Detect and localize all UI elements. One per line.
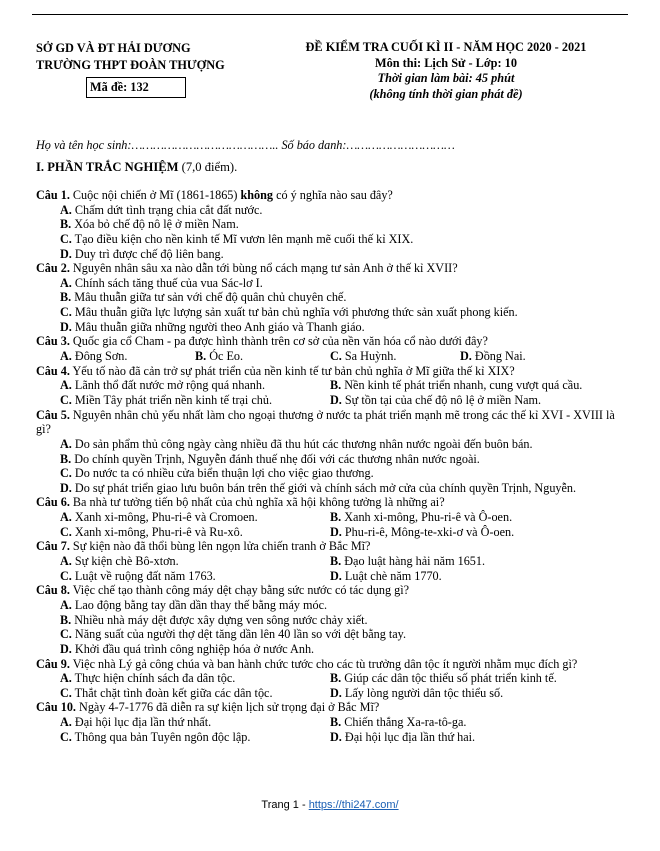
answer-row [36,378,632,393]
answer-option [330,730,600,745]
question-stem [36,261,632,276]
answer-option [60,715,330,730]
section-points: (7,0 điểm). [178,160,238,174]
answer-text: Chấm dứt tình trạng chia cắt đất nước. [71,202,263,217]
answer-text: Mâu thuẫn giữa tư sản với chế độ quân chủ chuyên chế. [71,290,347,305]
question-text: Nguyên nhân chủ yếu nhất làm cho ngoại thương ở nước ta phát triển mạnh mẽ trong các thế kỉ XVI - XVIII là gì? [36,407,615,437]
answer-text: Đạo luật hàng hải năm 1651. [341,554,486,569]
answer-text: Xanh xi-mông, Phu-ri-ê và Ô-oen. [341,510,513,525]
exam-subject: Môn thi: Lịch Sử - Lớp: 10 [375,55,517,70]
answer-letter: D. [330,392,342,407]
answer-option [60,569,330,584]
answer-row [36,569,632,584]
answer-letter: C. [330,349,342,364]
answer-option [60,730,330,745]
answer-letter: C. [60,392,72,407]
answer-letter: C. [60,568,72,583]
answer-letter: C. [60,729,72,744]
answer-letter: D. [330,524,342,539]
question-stem [36,408,632,437]
answer-option [36,217,632,232]
answer-option [36,232,632,247]
answer-row [36,393,632,408]
answer-letter: A. [60,715,72,730]
footer-link[interactable]: https://thi247.com/ [308,799,399,811]
question-number: Câu 5. [36,407,70,422]
answer-letter: A. [60,378,72,393]
answer-letter: D. [330,568,342,583]
top-rule [32,14,628,15]
answer-option [195,349,330,364]
answer-text: Sự kiện chè Bô-xtơn. [71,554,179,569]
answer-option [460,349,595,364]
answer-option [36,437,632,452]
answer-letter: D. [460,349,472,364]
question-number: Câu 7. [36,539,70,554]
answer-option [36,305,632,320]
answer-text: Luật về ruộng đất năm 1763. [71,568,216,583]
question-stem [36,334,632,349]
answer-row [36,715,632,730]
answer-text: Xanh xi-mông, Phu-ri-ê và Ru-xô. [71,524,243,539]
answer-option [330,349,460,364]
answer-row [36,525,632,540]
answer-letter: B. [330,715,342,730]
answer-option [60,378,330,393]
answer-option [36,203,632,218]
answer-letter: D. [330,729,342,744]
answer-text: Mâu thuẫn giữa lực lượng sản xuất tư bản chủ nghĩa với phương thức sản xuất phong kiến. [71,305,518,320]
answer-letter: D. [60,641,72,656]
answer-letter: A. [60,275,72,290]
section-title-text: I. PHẦN TRẮC NGHIỆM [36,160,179,174]
answer-option [36,481,632,496]
answer-option [36,613,632,628]
answer-text: Xóa bỏ chế độ nô lệ ở miền Nam. [71,217,239,232]
footer-page-label: Trang 1 - [261,799,309,811]
answer-option [60,671,330,686]
answer-option [330,525,600,540]
answer-option [330,393,600,408]
answer-text: Sa Huỳnh. [341,349,397,364]
answer-letter: A. [60,202,72,217]
answer-row [36,554,632,569]
exam-time-note: (không tính thời gian phát đề) [369,86,523,101]
answer-letter: A. [60,349,72,364]
answer-text: Phu-ri-ê, Mông-te-xki-ơ và Ô-oen. [341,524,515,539]
answer-option [330,378,600,393]
answer-text: Sự tồn tại của chế độ nô lệ ở miền Nam. [341,392,542,407]
answer-option [36,452,632,467]
exam-code-box: Mã đề: 132 [86,77,186,98]
answer-option [330,671,600,686]
answer-text: Nhiều nhà máy dệt được xây dựng ven sông nước chảy xiết. [71,612,368,627]
answer-letter: B. [60,612,72,627]
answer-letter: B. [60,451,72,466]
question-text: Yếu tố nào đã cản trở sự phát triển của nền kinh tế tư bản chủ nghĩa ở Mĩ giữa thế kỉ XIX? [69,363,515,378]
department-name: SỞ GD VÀ ĐT HẢI DƯƠNG [36,41,191,55]
answer-text: Nền kinh tế phát triển nhanh, cung vượt quá cầu. [341,378,583,393]
question-number: Câu 4. [36,363,70,378]
question-number: Câu 1. [36,188,70,202]
question-number: Câu 10. [36,700,76,715]
question-text: Ba nhà tư tưởng tiến bộ nhất của chủ nghĩa xã hội không tưởng là những ai? [69,495,445,510]
question-stem [36,583,632,598]
answer-letter: A. [60,671,72,686]
question-number: Câu 9. [36,656,70,671]
answer-row [36,671,632,686]
answer-text: Lao động bằng tay dần dần thay thế bằng máy móc. [71,597,328,612]
student-info-line: Họ và tên học sinh:………………………………….. Số báo danh:………………………… [36,138,455,152]
exam-title: ĐỀ KIỂM TRA CUỐI KÌ II - NĂM HỌC 2020 - 2021 [305,40,587,54]
answer-option [36,247,632,262]
answer-letter: A. [60,554,72,569]
answer-option [60,510,330,525]
answer-text: Đông Sơn. [71,349,128,364]
answer-letter: D. [60,480,72,495]
answer-text: Năng suất của người thợ dệt tăng dần lên 40 lần so với dệt bằng tay. [71,627,407,642]
answer-letter: C. [60,231,72,246]
section-title [36,160,237,175]
answer-option [36,276,632,291]
question-stem [36,657,632,672]
answer-text: Duy trì được chế độ liên bang. [71,246,224,261]
answer-letter: D. [60,246,72,261]
question-stem [36,495,632,510]
answer-letter: C. [60,685,72,700]
answer-option [36,466,632,481]
answer-letter: D. [330,685,342,700]
answer-letter: A. [60,436,72,451]
answer-text: Lãnh thổ đất nước mở rộng quá nhanh. [71,378,265,393]
question-text: Việc nhà Lý gả công chúa và ban hành chức tước cho các tù trưởng dân tộc ít người nhằm mục đích gì? [69,656,578,671]
answer-letter: B. [330,510,342,525]
question-text: Ngày 4-7-1776 đã diễn ra sự kiện lịch sử trọng đại ở Bắc Mĩ? [75,700,380,715]
answer-text: Xanh xi-mông, Phu-ri-ê và Cromoen. [71,510,258,525]
answer-text: Khởi đầu quá trình công nghiệp hóa ở nước Anh. [71,641,315,656]
answer-option [330,569,600,584]
answer-letter: B. [195,349,207,364]
exam-time: Thời gian làm bài: 45 phút [377,71,515,85]
answer-text: Đại hội lục địa lần thứ hai. [341,729,476,744]
header-left [36,40,225,98]
question-stem [36,700,632,715]
answer-text: Do nước ta có nhiều cửa biển thuận lợi cho việc giao thương. [71,466,374,481]
question-number: Câu 2. [36,261,70,276]
answer-row [36,349,632,364]
answer-row [36,686,632,701]
answer-text: Đại hội lục địa lần thứ nhất. [71,715,212,730]
answer-text: Chính sách tăng thuế của vua Sác-lơ I. [71,275,263,290]
answer-option [36,290,632,305]
answer-text: Tạo điều kiện cho nền kinh tế Mĩ vươn lên mạnh mẽ cuối thế kỉ XIX. [71,231,414,246]
answer-letter: D. [60,319,72,334]
answer-letter: B. [60,290,72,305]
answer-option [330,554,600,569]
school-name: TRƯỜNG THPT ĐOÀN THƯỢNG [36,58,225,72]
answer-option [330,510,600,525]
answer-text: Thông qua bản Tuyên ngôn độc lập. [71,729,251,744]
question-number: Câu 8. [36,583,70,598]
answer-letter: C. [60,466,72,481]
answer-option [60,393,330,408]
answer-option [60,525,330,540]
answer-letter: C. [60,305,72,320]
answer-row [36,730,632,745]
answer-option [36,642,632,657]
answer-text: Chiến thắng Xa-ra-tô-ga. [341,715,467,730]
header-right [286,40,606,102]
page-footer [0,799,660,812]
answer-text: Mâu thuẫn giữa những người theo Anh giáo và Thanh giáo. [71,319,365,334]
answer-letter: B. [330,378,342,393]
question-text: Cuộc nội chiến ở Mĩ (1861-1865) [69,188,241,202]
question-text: Sự kiện nào đã thổi bùng lên ngọn lửa chiến tranh ở Bắc Mĩ? [69,539,371,554]
answer-letter: B. [330,554,342,569]
question-stem [36,539,632,554]
question-number: Câu 6. [36,495,70,510]
answer-text: Do sự phát triển giao lưu buôn bán trên thế giới và chính sách mở cửa của chính quyền Trịnh, Nguyễn. [71,480,577,495]
answer-text: Luật chè năm 1770. [341,568,442,583]
answer-text: Miền Tây phát triển nền kinh tế trại chủ. [71,392,272,407]
question-stem [36,188,632,203]
answer-option [36,320,632,335]
answer-text: Thực hiện chính sách đa dân tộc. [71,671,236,686]
answer-text: Do sản phẩm thủ công ngày càng nhiều đã thu hút các thương nhân nước ngoài đến buôn bán. [71,436,533,451]
answer-letter: C. [60,524,72,539]
question-text: Việc chế tạo thành công máy dệt chạy bằng sức nước có tác dụng gì? [69,583,410,598]
question-emphasis: không [240,188,274,202]
answer-option [60,686,330,701]
answer-option [330,715,600,730]
question-number: Câu 3. [36,334,70,349]
answer-text: Do chính quyền Trịnh, Nguyễn đánh thuế nhẹ đối với các thương nhân nước ngoài. [71,451,480,466]
question-list [36,188,632,744]
answer-letter: A. [60,597,72,612]
answer-text: Đồng Nai. [471,349,526,364]
answer-text: Óc Eo. [206,349,244,364]
answer-row [36,510,632,525]
answer-letter: C. [60,627,72,642]
answer-option [36,627,632,642]
answer-letter: B. [330,671,342,686]
answer-text: Thắt chặt tình đoàn kết giữa các dân tộc. [71,685,273,700]
answer-option [36,598,632,613]
answer-option [60,554,330,569]
question-text-end: có ý nghĩa nào sau đây? [273,188,393,202]
question-stem [36,364,632,379]
question-text: Quốc gia cổ Cham - pa được hình thành trên cơ sở của nền văn hóa cổ nào dưới đây? [69,334,488,349]
answer-option [330,686,600,701]
answer-letter: A. [60,510,72,525]
answer-text: Lấy lòng người dân tộc thiểu số. [341,685,504,700]
answer-text: Giúp các dân tộc thiểu số phát triển kinh tế. [341,671,557,686]
question-text: Nguyên nhân sâu xa nào dẫn tới bùng nổ cách mạng tư sản Anh ở thế kỉ XVII? [69,261,458,276]
answer-option [60,349,195,364]
answer-letter: B. [60,217,72,232]
